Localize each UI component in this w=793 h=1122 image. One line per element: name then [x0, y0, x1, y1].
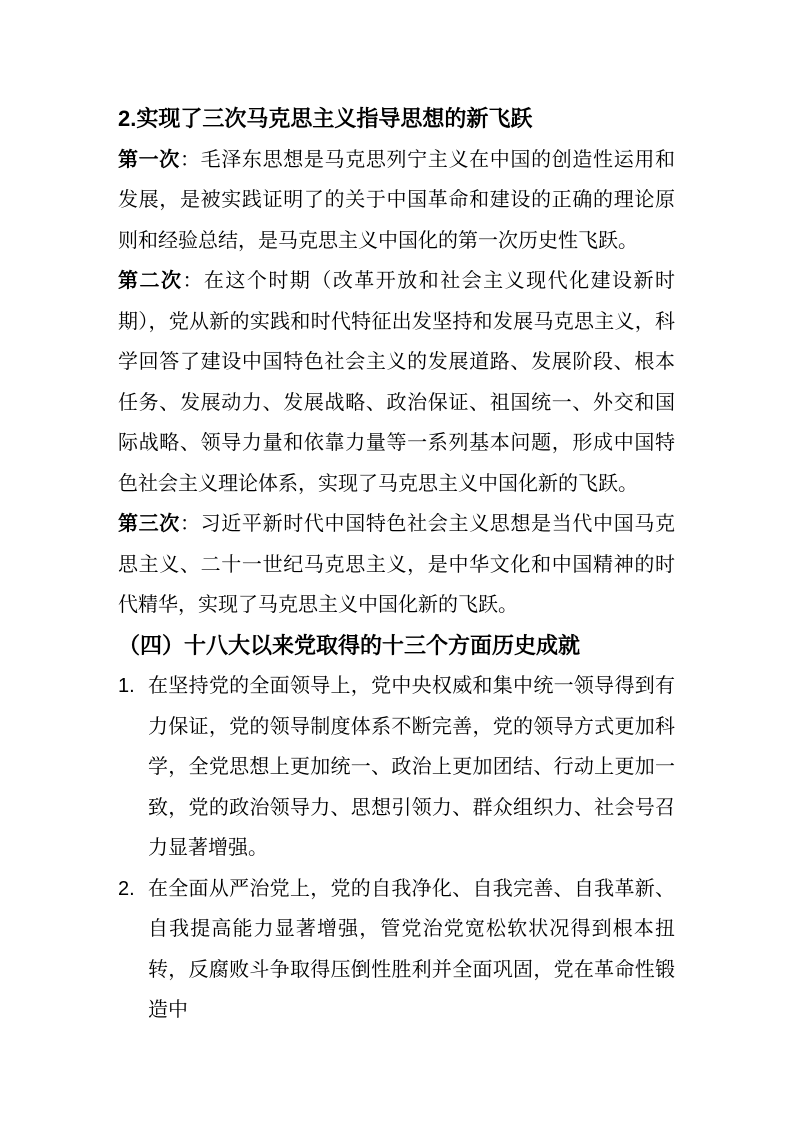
list-number-1: 1. [118, 675, 135, 697]
heading-thirteen-achievements: （四）十八大以来党取得的十三个方面历史成就 [118, 632, 581, 658]
text-second-leap: ：在这个时期（改革开放和社会主义现代化建设新时期），党从新的实践和时代特征出发坚持和发展马克思主义，科学回答了建设中国特色社会主义的发展道路、发展阶段、根本任务、发展动力、发展战略、政治保证、祖国统一、外交和国际战略、领导力量和依靠力量等一系列基本问题，形成中国特色社会主义理论体系，实现了马克思主义中国化新的飞跃。 [118, 270, 676, 495]
lead-third-leap: 第三次 [118, 513, 180, 535]
text-third-leap: ：习近平新时代中国特色社会主义思想是当代中国马克思主义、二十一世纪马克思主义，是中华文化和中国精神的时代精华，实现了马克思主义中国化新的飞跃。 [118, 513, 676, 616]
achievements-list [118, 666, 675, 1031]
heading-three-leaps: 2.实现了三次马克思主义指导思想的新飞跃 [118, 106, 533, 131]
lead-first-leap: 第一次 [118, 148, 180, 171]
list-item-1 [118, 666, 675, 869]
list-text-2: 在全面从严治党上，党的自我净化、自我完善、自我革新、自我提高能力显著增强，管党治党宽松软状况得到根本扭转，反腐败斗争取得压倒性胜利并全面巩固，党在革命性锻造中 [148, 877, 675, 1021]
lead-second-leap: 第二次 [118, 270, 183, 292]
paragraph-first-leap [118, 140, 675, 262]
paragraph-second-leap [118, 261, 675, 504]
list-text-1: 在坚持党的全面领导上，党中央权威和集中统一领导得到有力保证，党的领导制度体系不断完善，党的领导方式更加科学，全党思想上更加统一、政治上更加团结、行动上更加一致，党的政治领导力、思想引领力、群众组织力、社会号召力显著增强。 [148, 675, 675, 859]
list-item-2 [118, 869, 675, 1031]
list-number-2: 2. [118, 877, 135, 900]
paragraph-third-leap [118, 504, 675, 626]
text-first-leap: ：毛泽东思想是马克思列宁主义在中国的创造性运用和发展，是被实践证明了的关于中国革命和建设的正确的理论原则和经验总结，是马克思主义中国化的第一次历史性飞跃。 [118, 148, 676, 252]
